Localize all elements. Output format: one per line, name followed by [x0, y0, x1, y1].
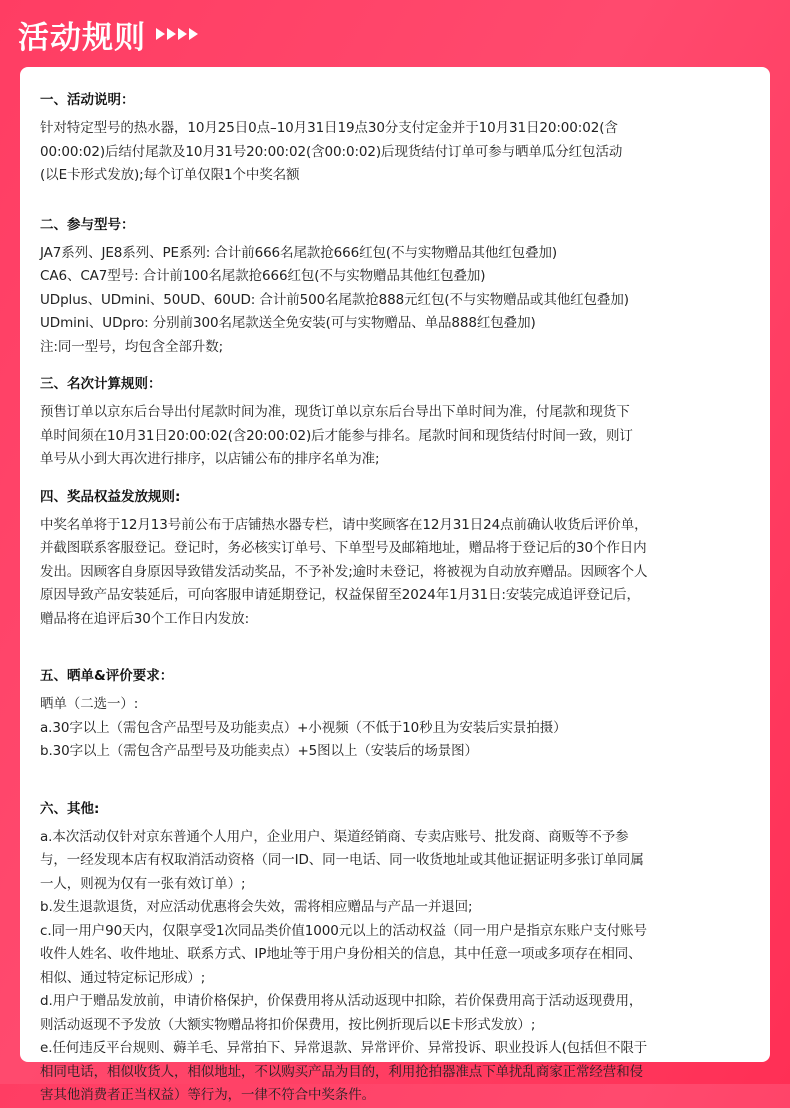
section-review-requirements: [40, 665, 752, 764]
section-heading: 五、晒单&评价要求：: [40, 668, 174, 684]
rule-line: 害其他消费者正当权益）等行为，一律不符合中奖条件。: [40, 1087, 375, 1103]
rule-line: CA6、CA7型号: 合计前100名尾款抢666红包(不与实物赠品其他红包叠加): [40, 268, 486, 284]
page-header: [18, 12, 198, 56]
arrow-icon: [167, 28, 176, 40]
section-heading: 二、参与型号：: [40, 216, 135, 233]
arrows-decoration: [156, 28, 198, 40]
section-heading: 六、其他:: [40, 800, 100, 817]
section-heading: 三、名次计算规则：: [40, 376, 162, 392]
rule-line: b.发生退款退货，对应活动优惠将会失效，需将相应赠品与产品一并退回;: [40, 899, 473, 915]
rule-line: 原因导致产品安装延后，可向客服申请延期登记，权益保留至2024年1月31日:安装完成追评登记后，: [40, 587, 640, 603]
rule-line: 收件人姓名、收件地址、联系方式、IP地址等于用户身份相关的信息，其中任意一项或多项存在相同、: [40, 946, 642, 962]
rules-card: [20, 67, 770, 1103]
page-title: 活动规则: [18, 19, 146, 56]
rule-line: 预售订单以京东后台导出付尾款时间为准，现货订单以京东后台导出下单时间为准，付尾款和现货下: [40, 404, 630, 420]
rule-line: 相似、通过特定标记形成）;: [40, 969, 206, 986]
rule-line: 并截图联系客服登记。登记时，务必核实订单号、下单型号及邮箱地址，赠品将于登记后的30个作日内: [40, 540, 647, 556]
rule-line: JA7系列、JE8系列、PE系列: 合计前666名尾款抢666红包(不与实物赠品其他红包叠加): [40, 244, 558, 261]
rule-line: 发出。因顾客自身原因导致错发活动奖品，不予补发;逾时未登记，将被视为自动放弃赠品。因顾客个人: [40, 563, 648, 580]
rule-line: UDmini、UDpro: 分别前300名尾款送全免安装(可与实物赠品、单品888红包叠加): [40, 315, 536, 331]
rule-line: UDplus、UDmini、50UD、60UD: 合计前500名尾款抢888元红包(不与实物赠品或其他红包叠加): [40, 291, 629, 308]
section-heading: 一、活动说明：: [40, 92, 135, 108]
arrow-icon: [156, 28, 165, 40]
rule-line: 注:同一型号，均包含全部升数;: [40, 338, 224, 355]
rule-line: c.同一用户90天内，仅限享受1次同品类价值1000元以上的活动权益（同一用户是指京东账户支付账号: [40, 922, 647, 939]
rule-line: 晒单（二选一）:: [40, 696, 139, 712]
rule-line: 针对特定型号的热水器，10月25日0点–10月31日19点30分支付定金并于10月31日20:00:02(含: [40, 120, 618, 136]
rule-line: 一人，则视为仅有一张有效订单）;: [40, 875, 246, 892]
rule-line: 相同电话，相似收货人，相似地址，不以购买产品为目的，利用抢拍器准点下单扰乱商家正常经营和侵: [40, 1063, 643, 1080]
rule-line: 单时间须在10月31日20:00:02(含20:00:02)后才能参与排名。尾款时间和现货结付时间一致，则订: [40, 427, 633, 444]
arrow-icon: [178, 28, 187, 40]
section-prize-distribution: [40, 486, 752, 632]
rule-line: 单号从小到大再次进行排序，以店铺公布的排序名单为准;: [40, 451, 380, 467]
section-ranking-rules: [40, 373, 752, 472]
rule-line: 与，一经发现本店有权取消活动资格（同一ID、同一电话、同一收货地址或其他证据证明多张订单同属: [40, 852, 644, 868]
section-heading: 四、奖品权益发放规则:: [40, 488, 181, 505]
arrow-icon: [189, 28, 198, 40]
section-models: [40, 214, 752, 360]
rule-line: 赠品将在追评后30个工作日内发放:: [40, 610, 250, 627]
rule-line: 00:00:02)后结付尾款及10月31号20:00:02(含00:0:02)后现货结付订单可参与晒单瓜分红包活动: [40, 143, 623, 160]
rule-line: 则活动返现不予发放（大额实物赠品将扣价保费用，按比例折现后以E卡形式发放）;: [40, 1016, 536, 1033]
section-other: [40, 798, 752, 1108]
rule-line: a.30字以上（需包含产品型号及功能卖点）+小视频（不低于10秒且为安装后实景拍摄）: [40, 719, 567, 736]
rule-line: d.用户于赠品发放前，申请价格保护，价保费用将从活动返现中扣除，若价保费用高于活动返现费用，: [40, 993, 643, 1009]
rule-line: e.任何违反平台规则、薅羊毛、异常拍下、异常退款、异常评价、异常投诉、职业投诉人(包括但不限于: [40, 1040, 648, 1056]
rule-line: (以E卡形式发放);每个订单仅限1个中奖名额: [40, 167, 300, 183]
rule-line: b.30字以上（需包含产品型号及功能卖点）+5图以上（安装后的场景图）: [40, 743, 478, 759]
section-activity-description: [40, 89, 752, 188]
rule-line: a.本次活动仅针对京东普通个人用户，企业用户、渠道经销商、专卖店账号、批发商、商贩等不予参: [40, 828, 629, 845]
rule-line: 中奖名单将于12月13号前公布于店铺热水器专栏，请中奖顾客在12月31日24点前确认收货后评价单，: [40, 516, 648, 533]
